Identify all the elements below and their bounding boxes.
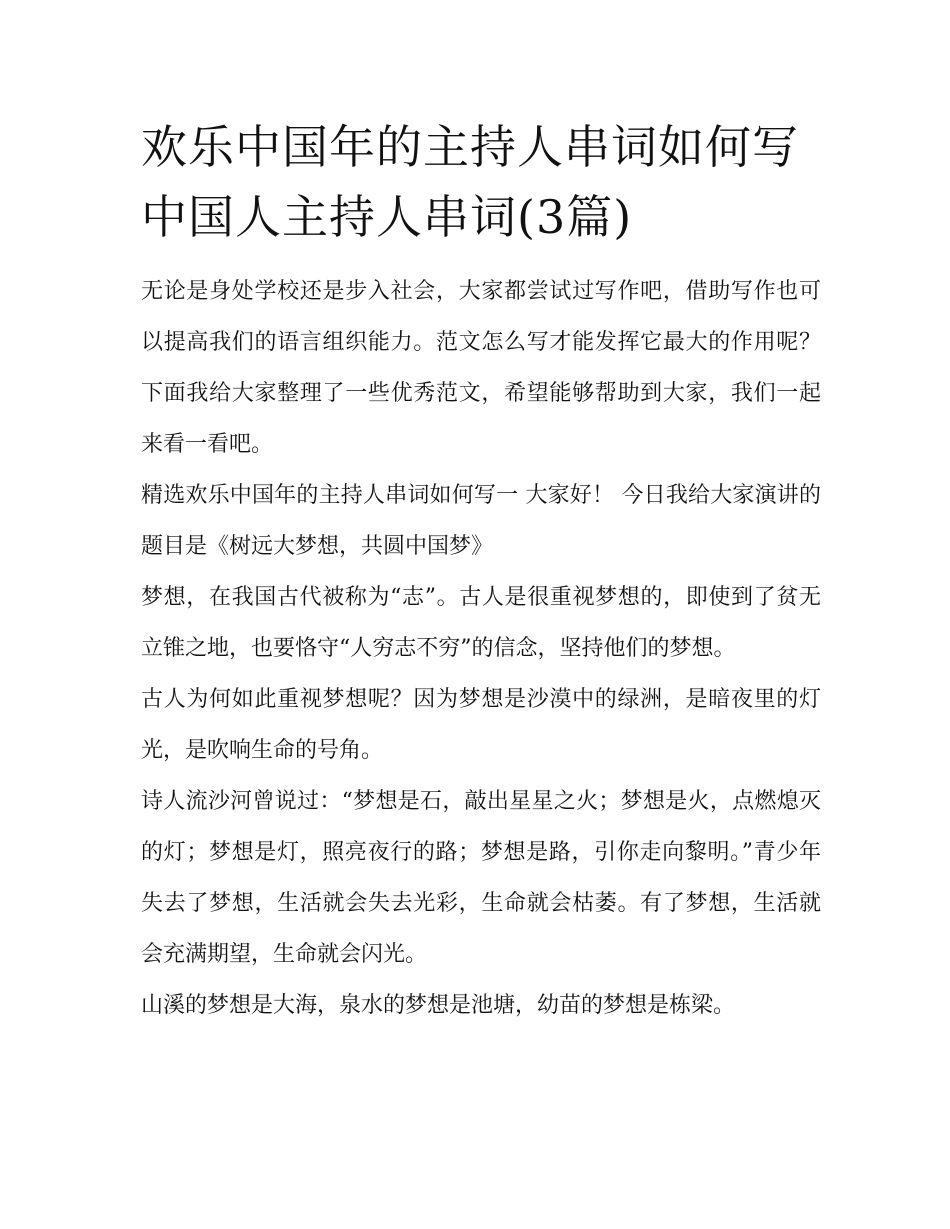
paragraph-speech-opening: 精选欢乐中国年的主持人串词如何写一 大家好！ 今日我给大家演讲的题目是《树远大梦想，共圆中国梦》	[141, 483, 821, 559]
document-body	[141, 112, 821, 1031]
paragraph-why-dream: 古人为何如此重视梦想呢？因为梦想是沙漠中的绿洲，是暗夜里的灯光，是吹响生命的号角。	[141, 687, 821, 763]
paragraph-ancient-dream: 梦想，在我国古代被称为“志”。古人是很重视梦想的，即使到了贫无立锥之地，也要恪守“人穷志不穷”的信念，坚持他们的梦想。	[141, 585, 821, 661]
paragraph-poet-quote: 诗人流沙河曾说过：“梦想是石，敲出星星之火；梦想是火，点燃熄灭的灯；梦想是灯，照亮夜行的路；梦想是路，引你走向黎明。”青少年失去了梦想，生活就会失去光彩，生命就会枯萎。有了梦想，生活就会充满期望，生命就会闪光。	[141, 789, 821, 967]
paragraph-intro: 无论是身处学校还是步入社会，大家都尝试过写作吧，借助写作也可以提高我们的语言组织能力。范文怎么写才能发挥它最大的作用呢？下面我给大家整理了一些优秀范文，希望能够帮助到大家，我们一起来看一看吧。	[141, 279, 821, 457]
paragraph-stream-dream: 山溪的梦想是大海，泉水的梦想是池塘，幼苗的梦想是栋梁。	[141, 993, 736, 1018]
document-title: 欢乐中国年的主持人串词如何写 中国人主持人串词(3篇)	[141, 120, 799, 244]
